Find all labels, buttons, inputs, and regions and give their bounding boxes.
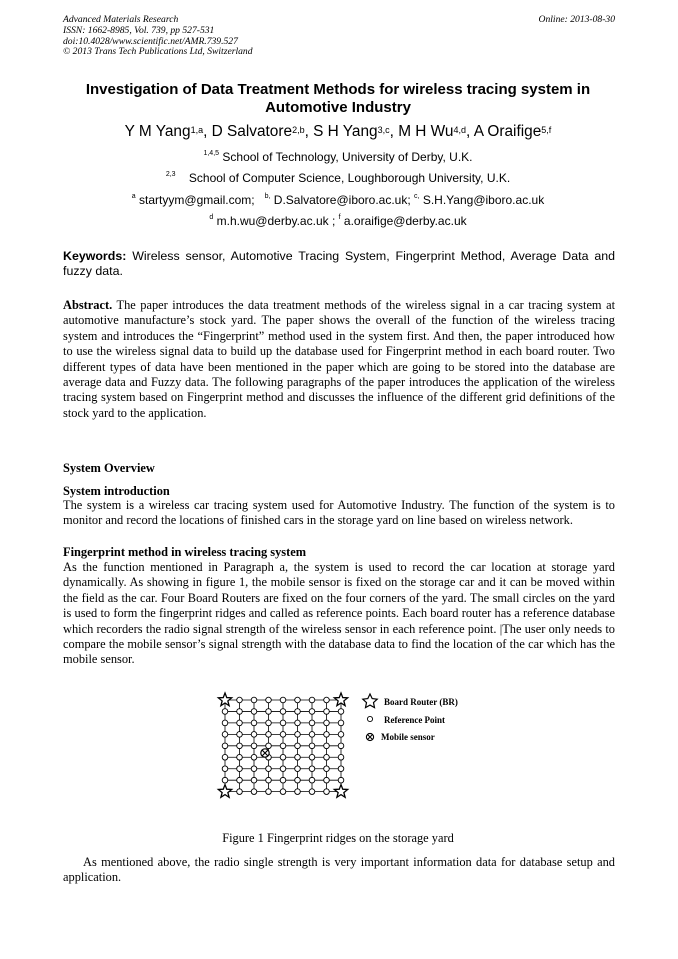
reference-point: [295, 754, 301, 760]
keywords: [63, 249, 615, 279]
author-sup: 1,a: [190, 125, 204, 135]
reference-point: [309, 754, 315, 760]
reference-point: [338, 709, 344, 715]
email-sup: b,: [264, 193, 271, 200]
board-router-star: [334, 785, 347, 798]
reference-point: [237, 754, 243, 760]
reference-point: [251, 743, 257, 749]
reference-point: [324, 766, 330, 772]
reference-point: [237, 720, 243, 726]
reference-point: [324, 697, 330, 703]
reference-point: [251, 697, 257, 703]
reference-point: [295, 777, 301, 783]
reference-point: [222, 743, 228, 749]
reference-point: [251, 732, 257, 738]
reference-point: [222, 709, 228, 715]
author-name: S H Yang: [313, 123, 378, 140]
email-sup: c,: [414, 193, 420, 200]
author-sup: 3,c: [377, 125, 390, 135]
author-name: A Oraifige: [473, 123, 542, 140]
figure-caption: Figure 1 Fingerprint ridges on the storage yard: [222, 831, 454, 845]
reference-point: [295, 789, 301, 795]
email: D.Salvatore@iboro.ac.uk;: [273, 193, 411, 207]
abstract: [63, 298, 615, 421]
author-name: D Salvatore: [211, 123, 293, 140]
reference-point: [280, 697, 286, 703]
reference-point: [266, 777, 272, 783]
reference-point: [295, 720, 301, 726]
reference-point: [324, 732, 330, 738]
copyright: © 2013 Trans Tech Publications Ltd, Switzerland: [63, 46, 253, 58]
reference-point: [338, 720, 344, 726]
reference-point: [295, 732, 301, 738]
aff-sup: 1,4,5: [203, 150, 220, 157]
reference-point: [280, 766, 286, 772]
reference-point: [324, 754, 330, 760]
email-sup: d: [209, 214, 214, 221]
author-sep: ,: [389, 123, 399, 140]
subsection-heading: System introduction: [63, 484, 170, 498]
reference-point: [280, 754, 286, 760]
reference-point: [295, 766, 301, 772]
fingerprint-text: As the function mentioned in Paragraph a, the system is used to record the car location at storage yard dynamically. As showing in figure 1, the mobile sensor is fixed on the storage car and it can be moved within the field as the car. Four Board Routers are fixed on the four corners of the yard. The small circles on the yard is used to form the fingerprint ridges and called as reference points. Each board router has a reference database which recorders the radio signal strength of the wireless sensor in each reference point. |The user only needs to compare the mobile sensor’s signal strength with the database data to find the location of the car which has the mobile sensor.: [63, 560, 615, 667]
email: a.oraifige@derby.ac.uk: [343, 214, 467, 228]
reference-point: [222, 777, 228, 783]
author-list: [60, 123, 616, 141]
subsection-heading: Fingerprint method in wireless tracing system: [63, 545, 307, 559]
abstract-label: Abstract.: [63, 298, 113, 312]
journal-name: Advanced Materials Research: [63, 14, 179, 25]
reference-point: [295, 697, 301, 703]
reference-point: [251, 754, 257, 760]
reference-point: [338, 732, 344, 738]
keywords-text: Wireless sensor, Automotive Tracing System, Fingerprint Method, Average Data and fuzzy data.: [63, 249, 615, 278]
legend-reference-point: Reference Point: [384, 715, 446, 725]
reference-point: [280, 743, 286, 749]
reference-point: [309, 766, 315, 772]
emails-1: [60, 193, 616, 207]
reference-point: [324, 720, 330, 726]
reference-point: [266, 697, 272, 703]
reference-point: [251, 720, 257, 726]
issn: ISSN: 1662-8985, Vol. 739, pp 527-531: [63, 24, 215, 36]
reference-point: [309, 743, 315, 749]
reference-point: [338, 754, 344, 760]
last-paragraph: As mentioned above, the radio single strength is very important information data for database setup and application.: [63, 855, 615, 885]
figure-legend: [363, 694, 458, 742]
reference-point: [237, 789, 243, 795]
reference-point: [266, 720, 272, 726]
email: m.h.wu@derby.ac.uk ;: [216, 214, 336, 228]
board-router-star: [218, 785, 231, 798]
circle-icon: [367, 716, 372, 721]
figure-fingerprint-grid: [213, 690, 475, 816]
reference-point: [295, 743, 301, 749]
reference-point: [266, 789, 272, 795]
reference-point: [237, 732, 243, 738]
reference-point: [237, 709, 243, 715]
reference-point: [251, 766, 257, 772]
board-router-star: [334, 693, 347, 706]
reference-point: [266, 732, 272, 738]
author-sup: 5,f: [541, 125, 552, 135]
email-sup: a: [131, 193, 136, 200]
reference-point: [222, 732, 228, 738]
author-name: Y M Yang: [124, 123, 191, 140]
reference-point: [266, 743, 272, 749]
author-sup: 4,d: [453, 125, 466, 135]
reference-point: [309, 777, 315, 783]
mobile-sensor-marker: [261, 749, 269, 757]
email-sup: f: [338, 214, 341, 221]
reference-point: [222, 754, 228, 760]
reference-point: [324, 743, 330, 749]
reference-point: [237, 743, 243, 749]
author-sep: ,: [304, 123, 314, 140]
affiliation-2: [60, 171, 616, 185]
reference-point: [309, 720, 315, 726]
emails-2: [60, 214, 616, 228]
reference-point: [309, 709, 315, 715]
affiliation-1: [60, 150, 616, 164]
doi: doi:10.4028/www.scientific.net/AMR.739.527: [63, 35, 238, 47]
reference-point: [324, 789, 330, 795]
aff-text: School of Computer Science, Loughborough University, U.K.: [188, 171, 511, 185]
reference-point: [222, 766, 228, 772]
reference-point: [280, 709, 286, 715]
email: S.H.Yang@iboro.ac.uk: [422, 193, 545, 207]
legend-board-router: Board Router (BR): [384, 697, 458, 707]
page-header: [63, 15, 615, 58]
star-icon: [363, 694, 377, 708]
reference-point: [251, 709, 257, 715]
reference-point: [338, 766, 344, 772]
reference-point: [266, 766, 272, 772]
board-router-star: [218, 693, 231, 706]
section-heading: System Overview: [63, 461, 155, 475]
reference-point: [222, 720, 228, 726]
reference-point: [280, 732, 286, 738]
reference-point: [309, 789, 315, 795]
reference-point: [280, 789, 286, 795]
aff-sup: 2,3: [165, 171, 176, 178]
author-sup: 2,b: [292, 125, 305, 135]
aff-text: School of Technology, University of Derby, U.K.: [222, 150, 473, 164]
reference-point: [280, 777, 286, 783]
reference-point: [251, 777, 257, 783]
author-name: M H Wu: [398, 123, 454, 140]
keywords-label: Keywords:: [63, 249, 127, 263]
reference-point: [309, 697, 315, 703]
reference-point: [237, 777, 243, 783]
abstract-text: The paper introduces the data treatment methods of the wireless signal in a car tracing system at automotive manufacture’s stock yard. The paper shows the overall of the function of the wireless tracing system and introduces the “Fingerprint” method used in the system first. And then, the paper introduced how to use the wireless signal data to build up the database used for Fingerprint method in each board router. Two different types of data have been mentioned in the paper which are going to be stored into the database are average data and Fuzzy data. The following paragraphs of the paper introduces the application of the wireless tracing system based on Fingerprint method and discusses the influence of the different grid definitions of the stock yard to the application.: [63, 298, 616, 420]
online-date: Online: 2013-08-30: [538, 14, 615, 25]
reference-point: [251, 789, 257, 795]
reference-point: [237, 766, 243, 772]
reference-point: [237, 697, 243, 703]
author-sep: ,: [466, 123, 474, 140]
reference-point: [324, 709, 330, 715]
reference-point: [295, 709, 301, 715]
reference-points: [222, 697, 344, 794]
reference-point: [309, 732, 315, 738]
reference-point: [338, 743, 344, 749]
author-sep: ,: [203, 123, 212, 140]
reference-point: [324, 777, 330, 783]
email: startyym@gmail.com;: [139, 193, 255, 207]
reference-point: [266, 709, 272, 715]
legend-mobile-sensor: Mobile sensor: [381, 732, 435, 742]
system-intro-text: The system is a wireless car tracing system used for Automotive Industry. The function of the system is to monitor and record the locations of finished cars in the storage yard on line based on wireless network.: [63, 498, 615, 528]
reference-point: [280, 720, 286, 726]
reference-point: [338, 777, 344, 783]
paper-title: Investigation of Data Treatment Methods for wireless tracing system in Automotive Industry: [85, 81, 591, 116]
